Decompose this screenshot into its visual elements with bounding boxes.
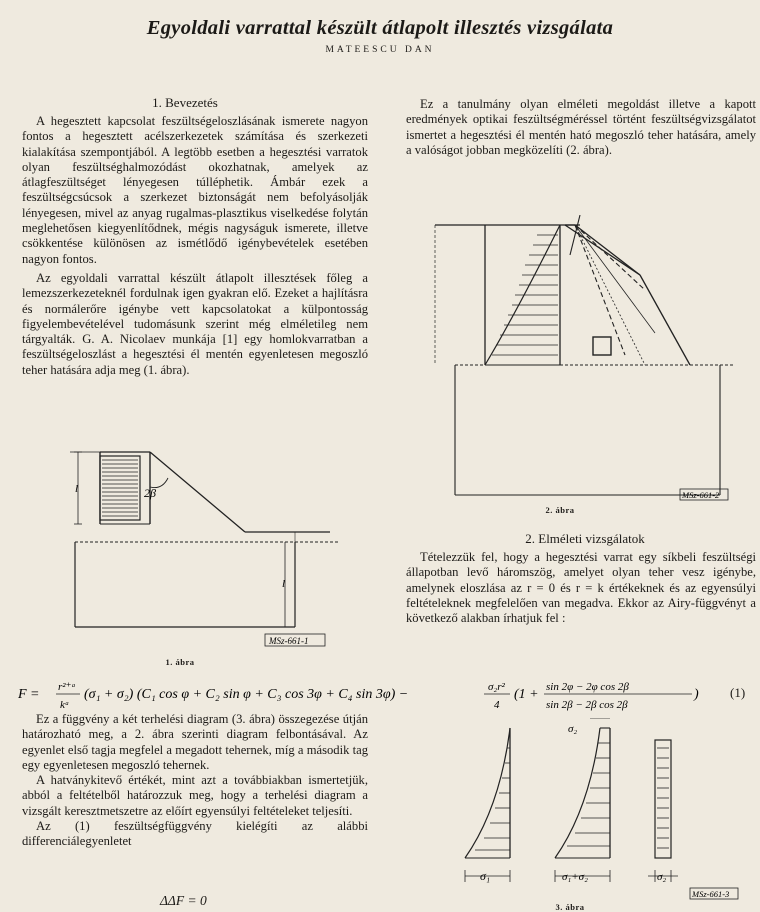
figure-1-caption: 1. ábra (165, 657, 195, 667)
paper-title: Egyoldali varrattal készült átlapolt illesztés vizsgálata (146, 17, 614, 39)
fig1-angle-label: 2β (144, 486, 156, 500)
intro-text-continued (406, 97, 756, 158)
svg-text:σ₂r²: σ₂r² (488, 681, 505, 693)
svg-text:(σ₁ + σ₂) (C₁ cos φ + C₂ sin φ: (σ₁ + σ₂) (C₁ cos φ + C₂ sin φ + C₃ cos 3φ + C₄ sin 3φ) − (84, 687, 409, 702)
figure-3-diagram (450, 718, 750, 908)
figure-1-diagram (40, 442, 360, 667)
figure-2-caption: 2. ábra (545, 505, 575, 515)
svg-text:(1 +: (1 + (514, 687, 539, 702)
fig3-label-sum: σ₁+σ₂ (562, 871, 588, 883)
theory-text (406, 550, 756, 626)
paragraph: A hegesztett kapcsolat feszültségeloszlásának ismerete nagyon fontos a hegesztett acélszerkezetek számítása és szerkezeti kialakítása szempontjából. A legtöbb esetben a hegesztési varratok olyan feszültséghalmozódást okozhatnak, amelyek az átlagfeszültséget lényegesen túlléphetik. Ámbár ezek a feszültségcsúcsok a szerkezet biztonságát nem befolyásolják lényegesen, mivel az anyag rugalmas-plasztikus viselkedése folytán meglehetősen kiegyenlítődnek, mégis nagyságuk ismerete, illetve csökkentése különösen az ismétlődő igénybevételek esetében nagyon fontos. (22, 114, 368, 266)
fig3-code: MSz-661-3 (692, 889, 730, 899)
theory-text-continued (22, 712, 368, 850)
equation-2: ΔΔF = 0 (160, 893, 207, 908)
svg-text:F =: F = (18, 687, 40, 702)
fig3-label-s1: σ₁ (480, 869, 491, 883)
paragraph: Ez a tanulmány olyan elméleti megoldást illetve a kapott eredmények optikai feszültségméréssel történt feszültségvizsgálatot ismertet a hegesztési él mentén ható megoszló teher hatására, amely a valóságot jobban megközelíti (2. ábra). (406, 97, 756, 157)
section-heading-intro: 1. Bevezetés (152, 95, 218, 110)
author: MATEESCU DAN (325, 45, 435, 55)
svg-text:sin 2β − 2β cos 2β: sin 2β − 2β cos 2β (546, 699, 628, 711)
svg-text:): ) (694, 687, 699, 702)
fig1-dim-label: l (282, 578, 286, 590)
paragraph: Ez a függvény a két terhelési diagram (3. ábra) összegezése útján határozható meg, a 2. ábra szerinti diagram felbontásával. Az egyenlet első tagja megfelel a megadott tehernek, míg a második tag egy egyenletesen megoszló tehernek. (22, 712, 368, 772)
fig2-code: MSz-661-2 (682, 490, 720, 500)
fig1-code: MSz-661-1 (269, 636, 309, 646)
figure-3-caption: 3. ábra (555, 902, 585, 912)
intro-text (22, 114, 368, 378)
paragraph: A hatványkitevő értékét, mint azt a továbbiakban ismertetjük, abból a feltételből határozzuk meg, hogy a terhelési diagram a vizsgált keresztmetszetre az előírt egyensúlyi feltételeket teljesíti. (22, 773, 368, 818)
svg-text:4: 4 (494, 699, 500, 711)
section-heading-theory: 2. Elméleti vizsgálatok (525, 531, 645, 546)
svg-text:r²⁺ᵃ: r²⁺ᵃ (58, 681, 76, 693)
paragraph: Tételezzük fel, hogy a hegesztési varrat egy síkbeli feszültségi állapotban levő háromszög, amelyet olyan teher vesz igénybe, amelynek eloszlása az r = 0 és r = k értékeknek és az egyensúlyi feltételeknek megfelelően van megadva. Ekkor az Airy-függvényt a következő alakban írhatjuk fel : (406, 550, 756, 626)
figure-2-diagram (415, 215, 755, 515)
paragraph: Az (1) feszültségfüggvény kielégíti az alábbi differenciálegyenletet (22, 819, 368, 849)
svg-text:sin 2φ − 2φ cos 2β: sin 2φ − 2φ cos 2β (546, 681, 629, 693)
svg-text:kᵃ: kᵃ (60, 699, 70, 711)
fig1-dim-label: l (75, 483, 79, 495)
fig3-label-s2-top: σ₂ (568, 723, 578, 735)
fig3-label-s2: σ₂ (657, 871, 667, 883)
equation-1-number: (1) (730, 685, 746, 700)
paragraph: Az egyoldali varrattal készült átlapolt illesztések főleg a lemezszerkezeteknél fordulnak igen gyakran elő. Ezeket a hajlításra és normálerőre igénybe vett kapcsolatokat a külpontosság figyelembevételével tudomásunk szerint még elméletileg nem tárgyalták. G. A. Nicolaev munkája [1] egy homlokvarratban a feszültségeloszlást a hegesztési él mentén egyenletesen megoszló teher hatására adja meg (1. ábra). (22, 270, 368, 377)
equation-1-formula (18, 676, 718, 716)
